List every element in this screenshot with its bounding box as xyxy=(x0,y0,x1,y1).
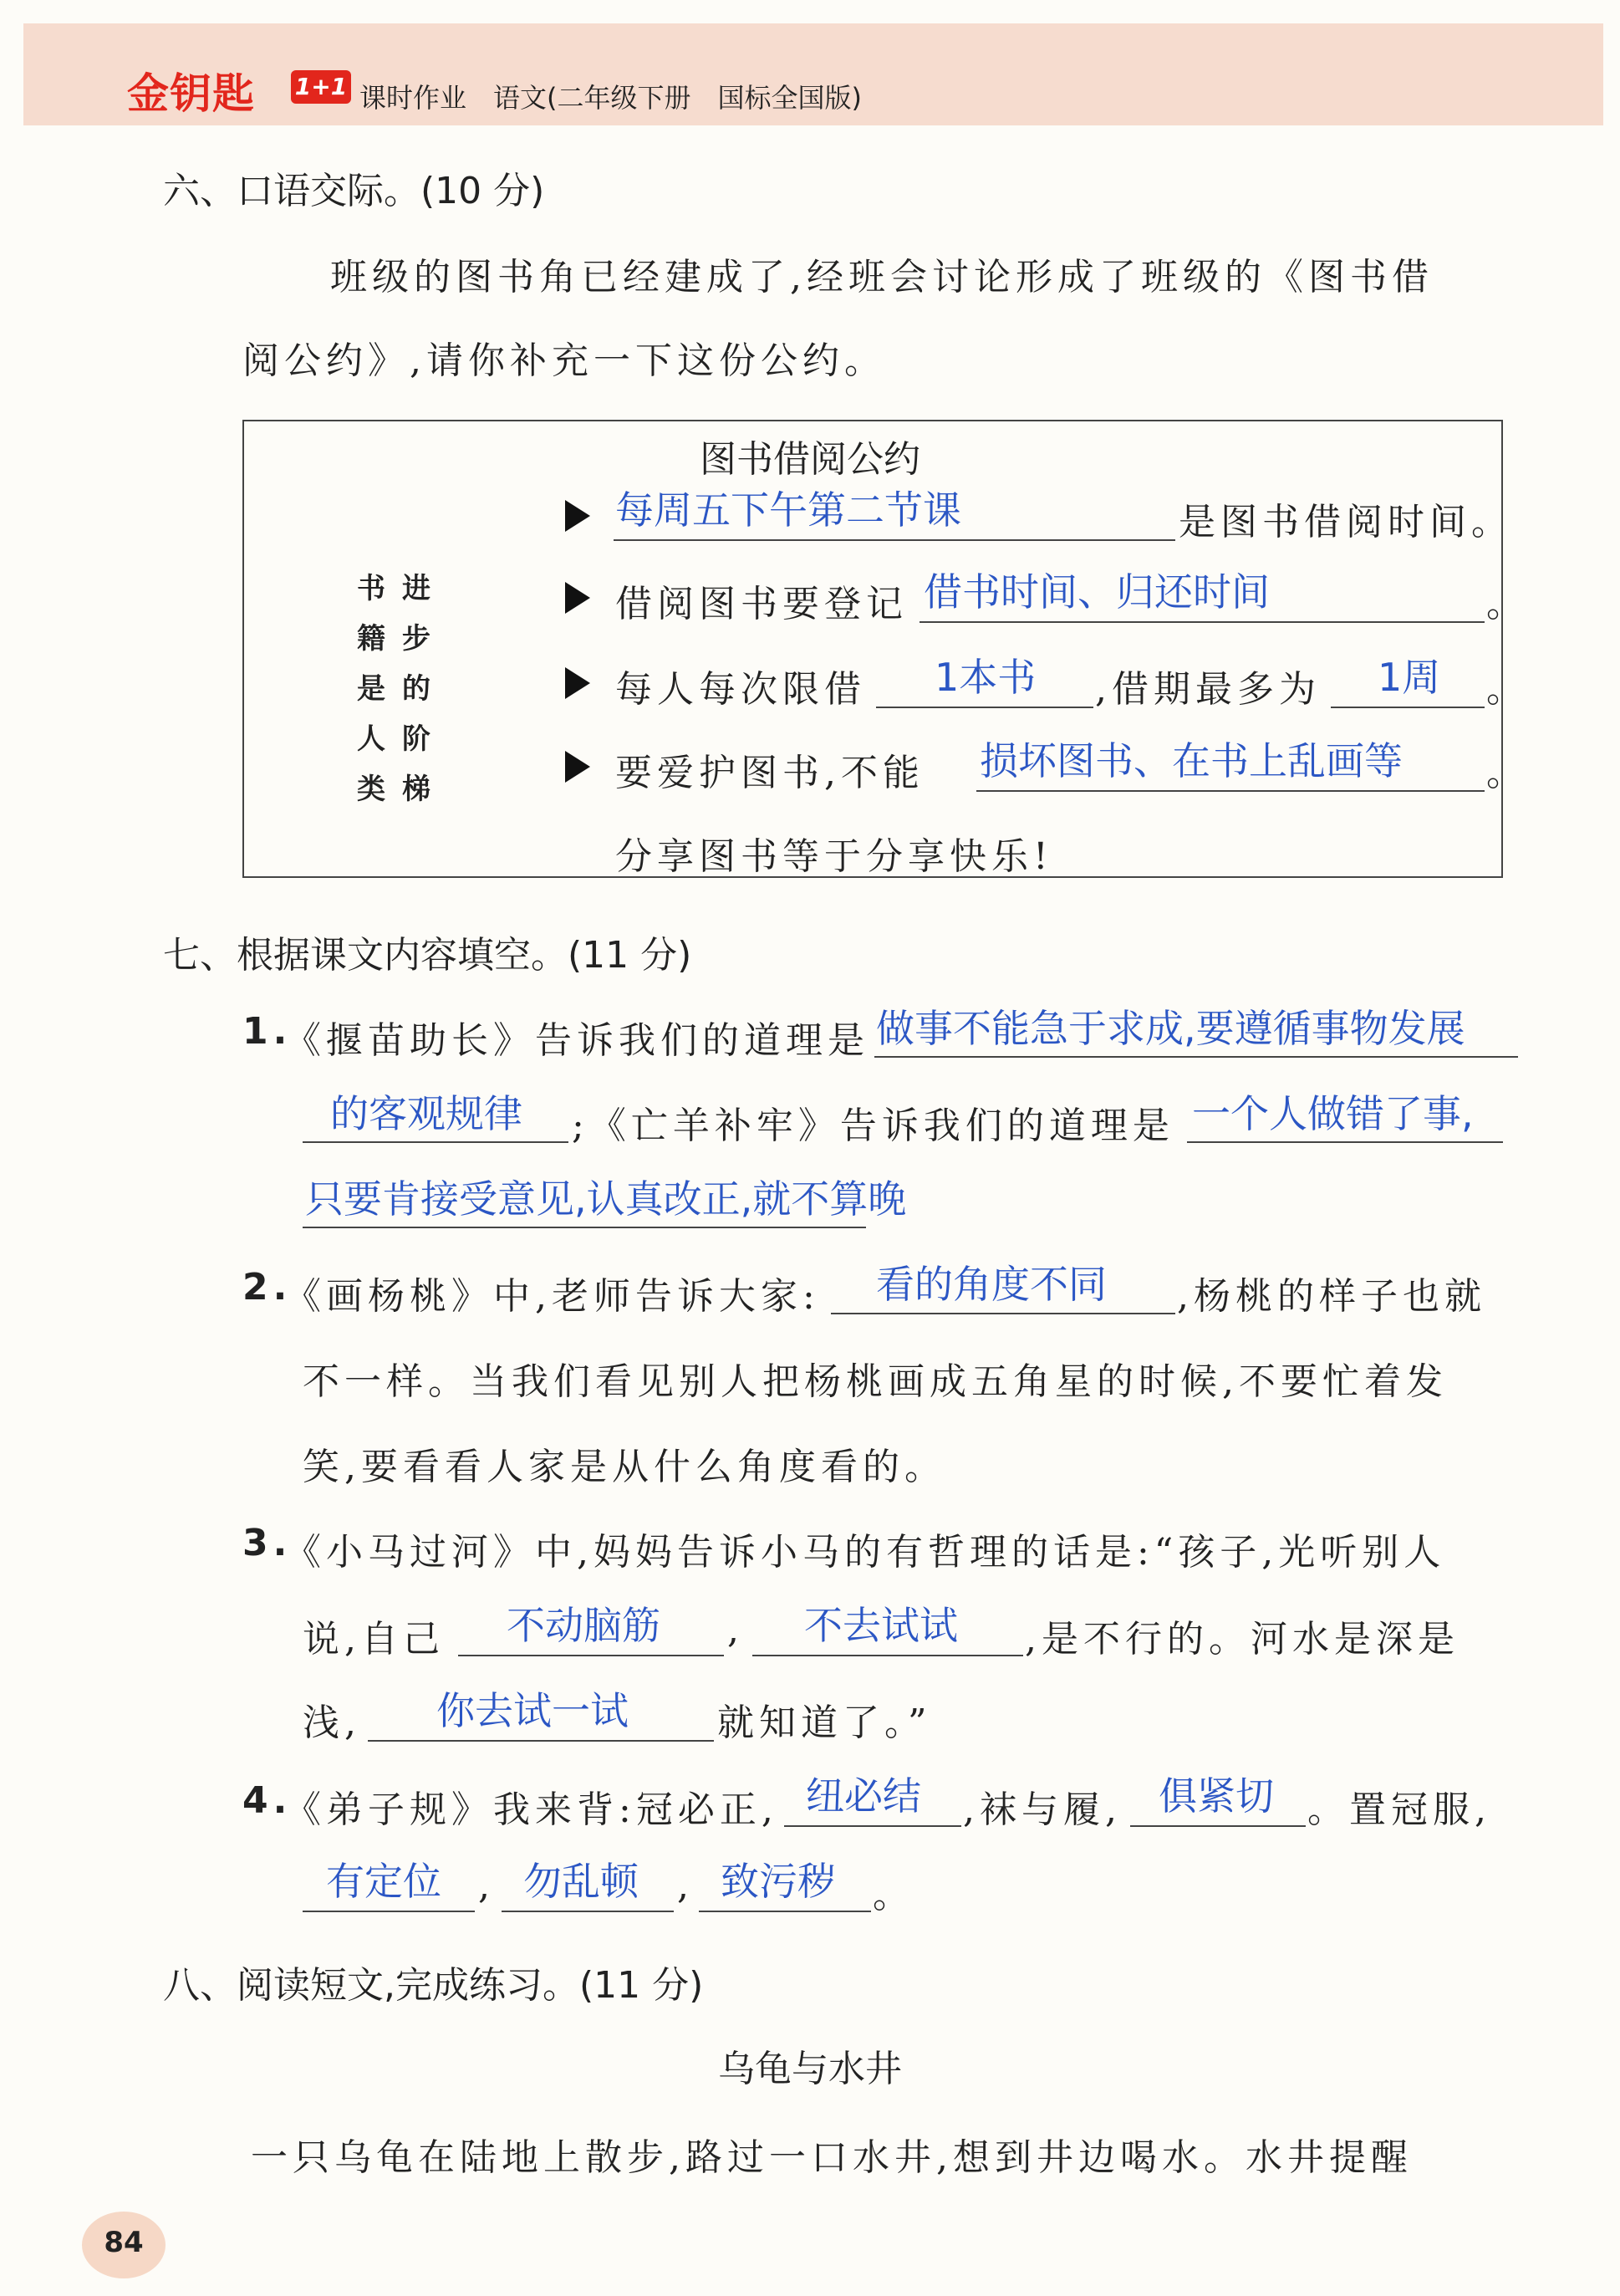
rule1-answer: 每周五下午第二节课 xyxy=(615,487,961,533)
q4-text-c: 。置冠服, xyxy=(1307,1788,1491,1831)
story-line1: 一只乌龟在陆地上散步,路过一口水井,想到井边喝水。水井提醒 xyxy=(251,2136,1413,2179)
side-char: 人 xyxy=(357,722,387,756)
q3-answer-1: 不动脑筋 xyxy=(507,1603,660,1648)
q2-line3: 笑,要看看人家是从什么角度看的。 xyxy=(303,1446,946,1488)
rule4-blank xyxy=(976,790,1485,792)
q1-blank-a2 xyxy=(303,1141,568,1143)
section-8-title: 八、阅读短文,完成练习。(11 分) xyxy=(163,1964,704,2007)
q3-text-d: 就知道了。” xyxy=(717,1702,932,1744)
q4-text-b: ,袜与履, xyxy=(963,1788,1122,1831)
side-char: 书 xyxy=(357,572,387,605)
rule2-blank xyxy=(920,621,1485,623)
side-char: 进 xyxy=(402,572,432,605)
section-6-intro-line1: 班级的图书角已经建成了,经班会讨论形成了班级的《图书借 xyxy=(330,256,1434,298)
brand-badge: 1+1 xyxy=(291,70,351,104)
q2-answer: 看的角度不同 xyxy=(876,1262,1107,1307)
page-number: 84 xyxy=(104,2226,144,2259)
rule3-prefix: 每人每次限借 xyxy=(615,668,866,711)
q1-number: 1. xyxy=(242,1010,293,1053)
q2-line2: 不一样。当我们看见别人把杨桃画成五角星的时候,不要忙着发 xyxy=(303,1360,1448,1403)
q1-answer-b1: 一个人做错了事, xyxy=(1192,1091,1474,1136)
box-closing: 分享图书等于分享快乐! xyxy=(615,835,1053,878)
q1-answer-a2: 的客观规律 xyxy=(330,1091,522,1136)
section-7-title: 七、根据课文内容填空。(11 分) xyxy=(163,934,692,977)
rule1-suffix: 是图书借阅时间。 xyxy=(1179,501,1513,543)
q4-sep: , xyxy=(478,1865,495,1907)
q4-sep: , xyxy=(677,1865,694,1907)
q4-answer-4: 勿乱顿 xyxy=(523,1859,639,1904)
q3-text-b: ,是不行的。河水是深是 xyxy=(1025,1618,1460,1661)
rule3-answer-1: 1本书 xyxy=(935,655,1037,700)
section-6-intro-line2: 阅公约》,请你补充一下这份公约。 xyxy=(242,339,886,382)
brand-logo: 金钥匙 xyxy=(127,69,255,118)
q4-blank-2 xyxy=(1130,1825,1306,1827)
bullet-triangle-icon xyxy=(565,751,590,783)
q3-comma: , xyxy=(727,1609,744,1651)
q3-text-a: 说,自己 xyxy=(303,1618,445,1661)
q3-text-c: 浅, xyxy=(303,1702,361,1744)
q1-text-a: 《揠苗助长》告诉我们的道理是 xyxy=(284,1019,869,1062)
q1-answer-a1: 做事不能急于求成,要遵循事物发展 xyxy=(876,1006,1465,1051)
rule2-prefix: 借阅图书要登记 xyxy=(615,583,908,625)
q1-blank-a1 xyxy=(874,1056,1518,1058)
rule3-mid: ,借期最多为 xyxy=(1095,668,1321,711)
bullet-triangle-icon xyxy=(565,500,590,532)
q4-blank-4 xyxy=(502,1911,674,1912)
q3-answer-3: 你去试一试 xyxy=(436,1688,629,1733)
section-6-title: 六、口语交际。(10 分) xyxy=(163,170,545,212)
q4-end: 。 xyxy=(873,1874,914,1916)
rule2-answer: 借书时间、归还时间 xyxy=(924,569,1270,615)
side-char: 类 xyxy=(357,773,387,806)
rule4-prefix: 要爱护图书,不能 xyxy=(615,752,925,794)
rule4-answer: 损坏图书、在书上乱画等 xyxy=(980,738,1403,783)
q1-blank-b1 xyxy=(1187,1141,1503,1143)
q1-blank-b2 xyxy=(303,1227,866,1228)
q2-number: 2. xyxy=(242,1266,293,1309)
q4-text-a: 《弟子规》我来背:冠必正, xyxy=(284,1788,778,1831)
q4-answer-1: 纽必结 xyxy=(806,1773,921,1819)
q4-blank-5 xyxy=(699,1911,871,1912)
q4-answer-2: 俱紧切 xyxy=(1159,1773,1274,1819)
story-title: 乌龟与水井 xyxy=(718,2048,902,2090)
rule3-answer-2: 1周 xyxy=(1378,655,1441,700)
q3-blank-1 xyxy=(458,1655,724,1656)
bullet-triangle-icon xyxy=(565,667,590,699)
q4-number: 4. xyxy=(242,1779,293,1822)
side-char: 的 xyxy=(402,672,432,706)
bullet-triangle-icon xyxy=(565,582,590,614)
side-char: 是 xyxy=(357,672,387,706)
q2-text-a: 《画杨桃》中,老师告诉大家: xyxy=(284,1275,820,1318)
q3-blank-3 xyxy=(368,1740,714,1742)
q3-number: 3. xyxy=(242,1522,293,1564)
q2-text-b: ,杨桃的样子也就 xyxy=(1177,1275,1486,1318)
side-char: 籍 xyxy=(357,622,387,656)
q3-answer-2: 不去试试 xyxy=(804,1603,958,1648)
series-title: 课时作业 语文(二年级下册 国标全国版) xyxy=(359,82,862,114)
rule3-blank-2 xyxy=(1331,707,1485,708)
side-char: 梯 xyxy=(402,773,432,806)
rule1-blank xyxy=(614,539,1175,541)
q1-text-b: ;《亡羊补牢》告诉我们的道理是 xyxy=(572,1105,1174,1147)
q4-blank-3 xyxy=(303,1911,475,1912)
rule2-suffix: 。 xyxy=(1486,583,1528,625)
side-char: 步 xyxy=(402,622,432,656)
q4-answer-5: 致污秽 xyxy=(721,1859,836,1904)
q4-blank-1 xyxy=(784,1825,961,1827)
box-title: 图书借阅公约 xyxy=(700,438,920,481)
q2-blank xyxy=(831,1313,1175,1314)
side-char: 阶 xyxy=(402,722,432,756)
q4-answer-3: 有定位 xyxy=(326,1859,441,1904)
q1-answer-b2: 只要肯接受意见,认真改正,就不算晚 xyxy=(305,1176,907,1222)
rule3-blank-1 xyxy=(876,707,1093,708)
q3-blank-2 xyxy=(752,1655,1023,1656)
rule4-suffix: 。 xyxy=(1486,752,1528,794)
rule3-suffix: 。 xyxy=(1486,668,1528,711)
q3-line1: 《小马过河》中,妈妈告诉小马的有哲理的话是:“孩子,光听别人 xyxy=(284,1531,1446,1574)
